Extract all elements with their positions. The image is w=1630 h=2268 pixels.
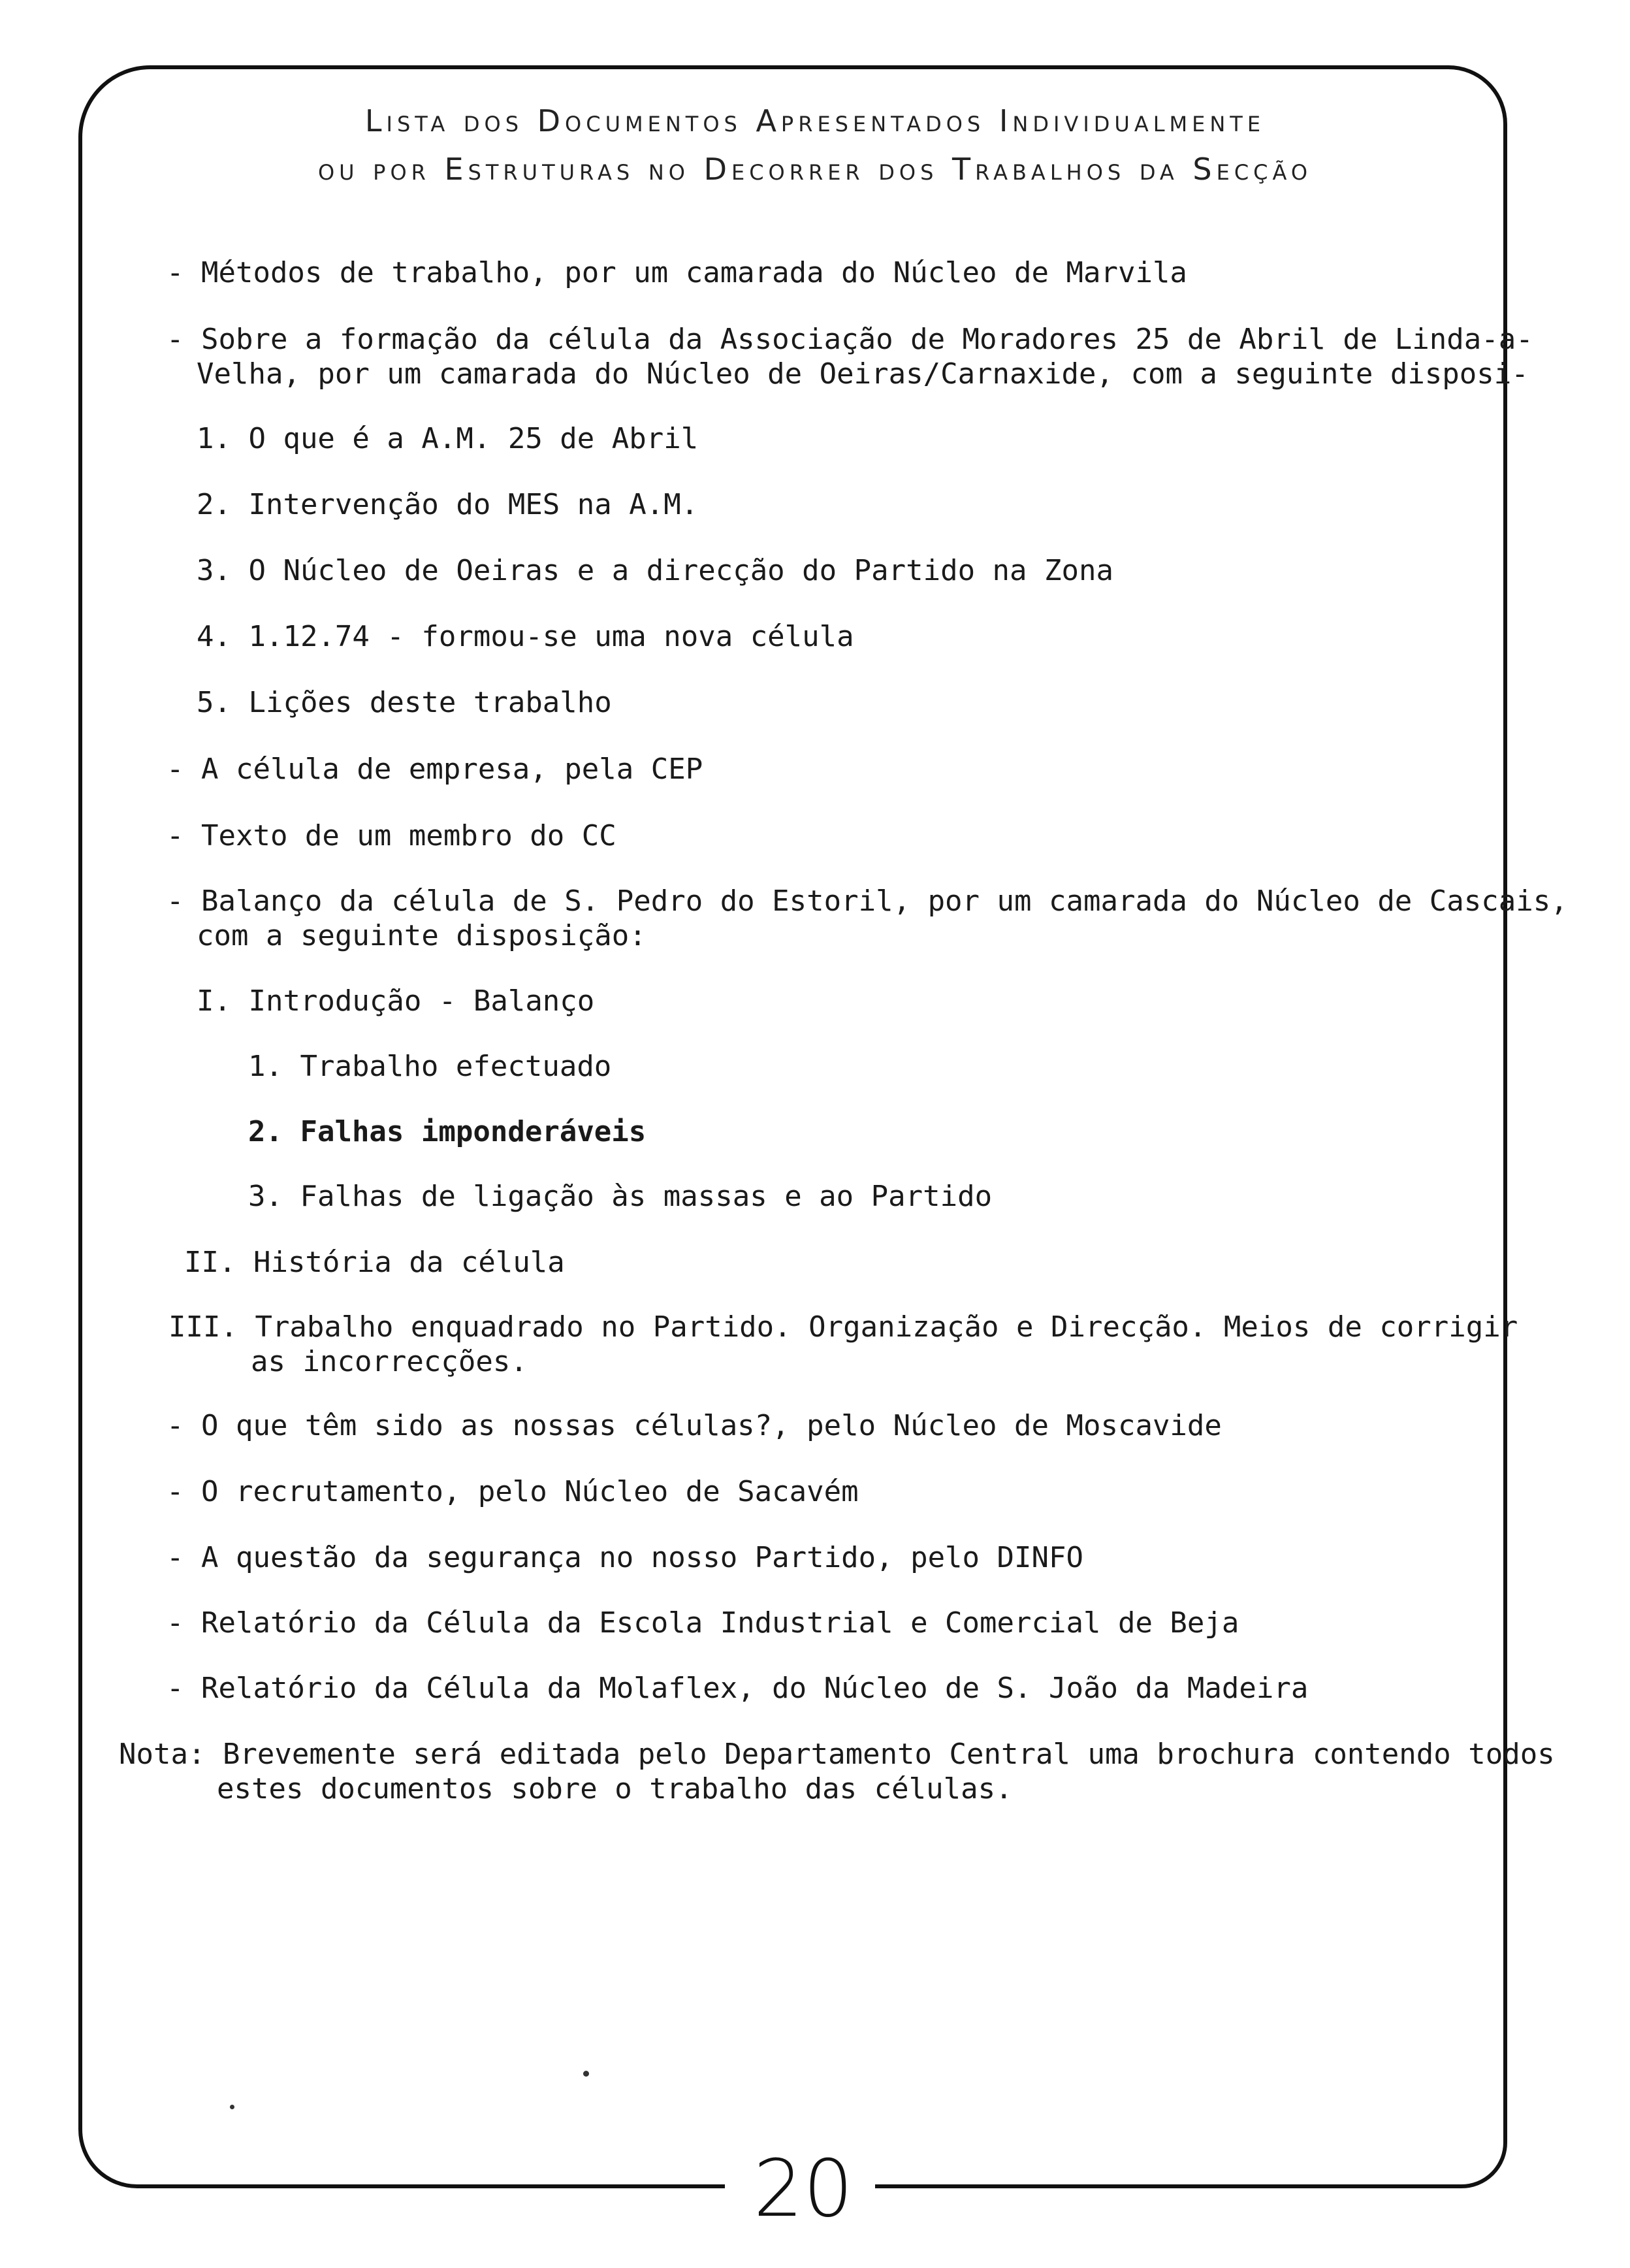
list-item: - O recrutamento, pelo Núcleo de Sacavém — [167, 1475, 859, 1508]
section-heading: II. História da célula — [184, 1246, 565, 1279]
list-item: - O que têm sido as nossas células?, pelo Núcleo de Moscavide — [167, 1409, 1222, 1442]
section-heading: I. Introdução - Balanço — [197, 984, 595, 1018]
sub-item: 4. 1.12.74 - formou-se uma nova célula — [197, 620, 854, 653]
heading-line-2: ou por Estruturas no Decorrer dos Trabalhos da Secção — [317, 152, 1313, 187]
sub-item: 5. Lições deste trabalho — [197, 686, 612, 719]
list-item: - Texto de um membro do CC — [167, 819, 616, 852]
section-continuation: as incorrecções. — [251, 1345, 528, 1378]
sub-item: 1. O que é a A.M. 25 de Abril — [197, 422, 699, 455]
list-item-continuation: Velha, por um camarada do Núcleo de Oeiras/Carnaxide, com a seguinte disposi- — [197, 357, 1529, 391]
page-number: 20 — [753, 2144, 854, 2235]
sub-item: 3. O Núcleo de Oeiras e a direcção do Partido na Zona — [197, 554, 1113, 587]
list-item: - A célula de empresa, pela CEP — [167, 753, 703, 786]
note-continuation: estes documentos sobre o trabalho das células. — [217, 1772, 1013, 1806]
note: Nota: Brevemente será editada pelo Departamento Central uma brochura contendo todos — [119, 1738, 1555, 1771]
sub-item: 2. Intervenção do MES na A.M. — [197, 488, 699, 521]
list-item: - A questão da segurança no nosso Partido, pelo DINFO — [167, 1541, 1083, 1574]
list-item: - Balanço da célula de S. Pedro do Estoril, por um camarada do Núcleo de Cascais, — [167, 884, 1568, 918]
speck — [583, 2071, 589, 2077]
heading-line-1: Lista dos Documentos Apresentados Individualmente — [364, 103, 1266, 138]
speck — [230, 2105, 234, 2109]
sub-item: 1. Trabalho efectuado — [248, 1050, 612, 1083]
sub-item: 3. Falhas de ligação às massas e ao Partido — [248, 1180, 993, 1213]
list-item: - Sobre a formação da célula da Associação de Moradores 25 de Abril de Linda-a- — [167, 323, 1533, 356]
list-item-continuation: com a seguinte disposição: — [197, 919, 647, 952]
sub-item: 2. Falhas imponderáveis — [248, 1115, 647, 1148]
list-item: - Métodos de trabalho, por um camarada do Núcleo de Marvila — [167, 256, 1187, 289]
section-heading: III. Trabalho enquadrado no Partido. Organização e Direcção. Meios de corrigir — [168, 1310, 1518, 1344]
list-item: - Relatório da Célula da Escola Industrial e Comercial de Beja — [167, 1606, 1239, 1640]
list-item: - Relatório da Célula da Molaflex, do Núcleo de S. João da Madeira — [167, 1672, 1309, 1705]
